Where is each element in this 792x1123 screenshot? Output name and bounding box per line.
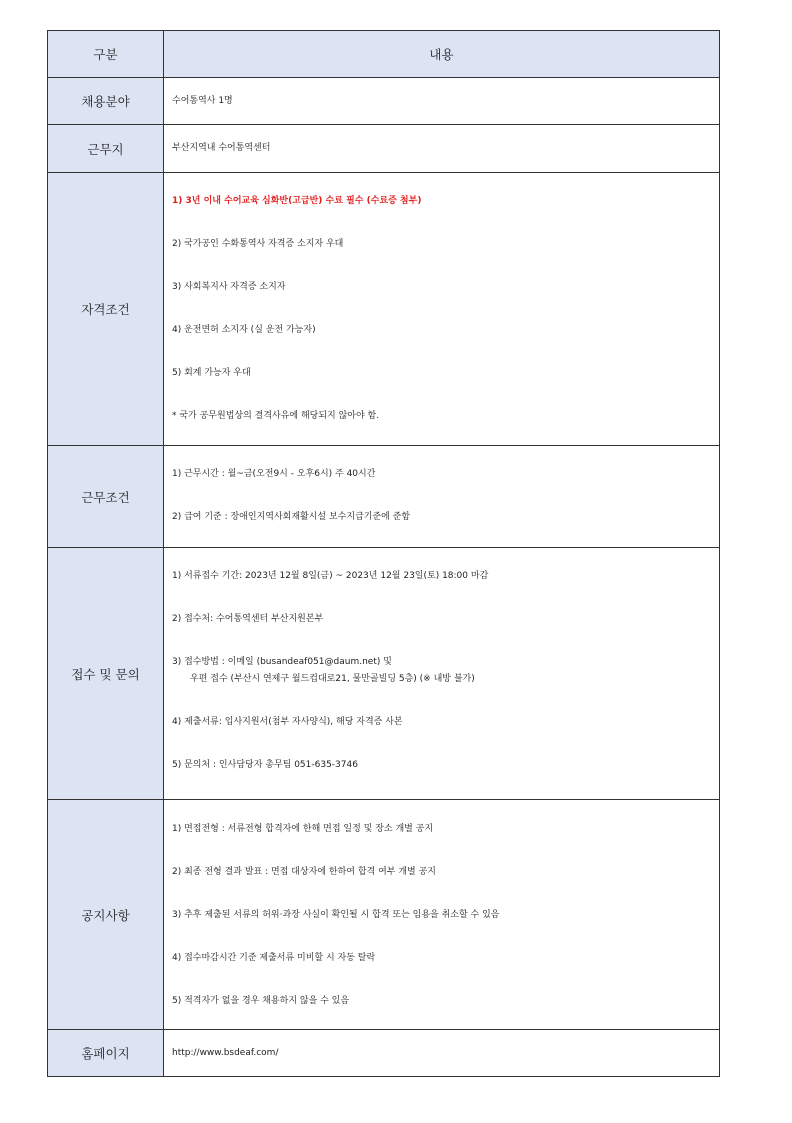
row-content	[164, 125, 720, 173]
header-category: 구분	[48, 31, 164, 78]
row-label: 공지사항	[48, 800, 164, 1030]
content-item: 2) 급여 기준 : 장애인지역사회재활시설 보수지급기준에 준함	[172, 512, 411, 522]
row-notices	[48, 800, 720, 1030]
content-item: 2) 접수처: 수어통역센터 부산지원본부	[172, 614, 324, 624]
row-label: 접수 및 문의	[48, 548, 164, 800]
row-application-inquiry	[48, 548, 720, 800]
row-label: 자격조건	[48, 173, 164, 446]
row-content	[164, 446, 720, 548]
content-item: 2) 최종 전형 결과 발표 : 면접 대상자에 한하여 합격 여부 개별 공지	[172, 867, 436, 877]
row-content	[164, 173, 720, 446]
content-item: 5) 회계 가능자 우대	[172, 368, 251, 378]
table-header-row	[48, 31, 720, 78]
content-item: 수어통역사 1명	[172, 95, 233, 106]
content-item: 5) 문의처 : 인사담당자 총무팀 051-635-3746	[172, 760, 358, 770]
row-label: 채용분야	[48, 78, 164, 125]
required-qualification: 1) 3년 이내 수어교육 심화반(고급반) 수료 필수 (수료증 첨부)	[172, 196, 422, 206]
content-item: 1) 면접전형 : 서류전형 합격자에 한해 면접 일정 및 장소 개별 공지	[172, 824, 434, 834]
content-item: 1) 근무시간 : 월~금(오전9시 - 오후6시) 주 40시간	[172, 469, 376, 479]
content-item: 5) 적격자가 없을 경우 채용하지 않을 수 있음	[172, 996, 350, 1006]
row-label: 근무조건	[48, 446, 164, 548]
row-label: 근무지	[48, 125, 164, 173]
row-content	[164, 1030, 720, 1077]
row-homepage	[48, 1030, 720, 1077]
content-item: 3) 추후 제출된 서류의 허위·과장 사실이 확인될 시 합격 또는 임용을 취소할 수 있음	[172, 910, 500, 920]
content-item: * 국가 공무원법상의 결격사유에 해당되지 않아야 함.	[172, 411, 380, 421]
row-content	[164, 548, 720, 800]
application-method: 3) 접수방법 : 이메일 (busandeaf051@daum.net) 및	[172, 657, 392, 667]
row-qualifications	[48, 173, 720, 446]
content-item: 부산지역내 수어통역센터	[172, 143, 271, 153]
row-label: 홈페이지	[48, 1030, 164, 1077]
recruitment-table	[47, 30, 720, 1077]
homepage-link[interactable]: http://www.bsdeaf.com/	[172, 1047, 279, 1058]
content-item: 4) 운전면허 소지자 (실 운전 가능자)	[172, 325, 316, 335]
row-workplace	[48, 125, 720, 173]
content-item: 1) 서류접수 기간: 2023년 12월 8일(금) ~ 2023년 12월 23일(토) 18:00 마감	[172, 571, 489, 581]
content-item: 3) 사회복지사 자격증 소지자	[172, 282, 286, 292]
content-item: 4) 접수마감시간 기준 제출서류 미비할 시 자동 탈락	[172, 953, 376, 963]
content-item: 2) 국가공인 수화통역사 자격증 소지자 우대	[172, 239, 344, 249]
content-item: 4) 제출서류: 입사지원서(첨부 자사양식), 해당 자격증 사본	[172, 717, 403, 727]
application-method-postal: 우편 접수 (부산시 연제구 월드컵대로21, 물만골빌딩 5층) (※ 내방 불가)	[190, 674, 475, 684]
content-item	[172, 654, 719, 688]
row-recruitment-field	[48, 78, 720, 125]
row-content	[164, 800, 720, 1030]
row-working-conditions	[48, 446, 720, 548]
header-content: 내용	[164, 31, 720, 78]
row-content	[164, 78, 720, 125]
